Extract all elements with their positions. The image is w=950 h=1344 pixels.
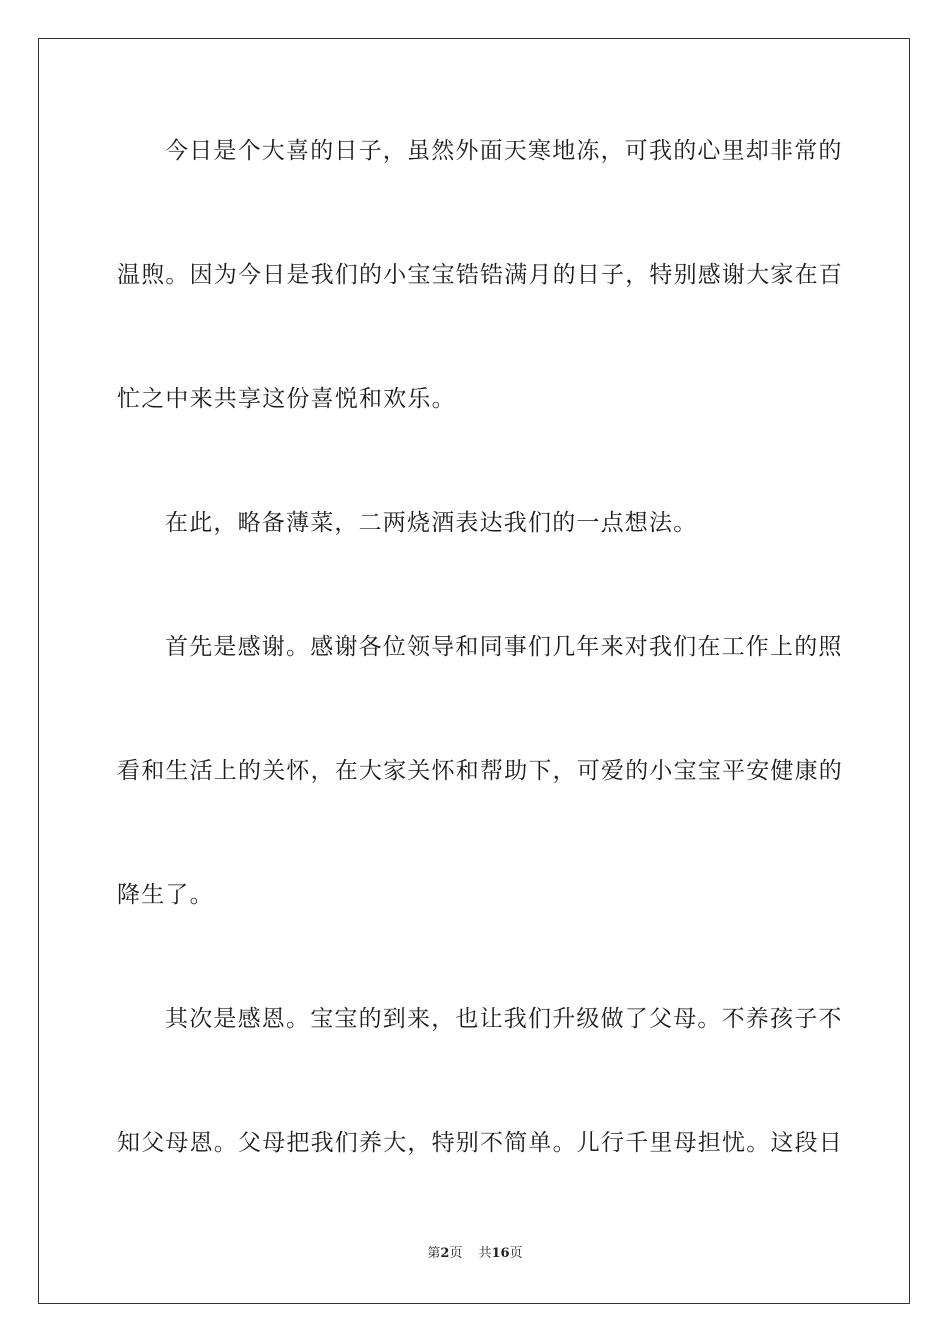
total-pages: 16	[491, 1246, 510, 1261]
paragraph-1-line-2: 温煦。因为今日是我们的小宝宝锆锆满月的日子，特别感谢大家在百	[117, 262, 843, 288]
paragraph-4-line-1: 其次是感恩。宝宝的到来，也让我们升级做了父母。不养孩子不	[165, 1006, 843, 1032]
page-number: 2	[440, 1246, 450, 1261]
page-suffix: 页	[449, 1246, 463, 1261]
total-suffix: 页	[509, 1246, 523, 1261]
paragraph-1-line-3: 忙之中来共享这份喜悦和欢乐。	[117, 386, 456, 412]
paragraph-3-line-3: 降生了。	[117, 882, 214, 908]
paragraph-3-line-1: 首先是感谢。感谢各位领导和同事们几年来对我们在工作上的照	[165, 634, 843, 660]
total-prefix: 共	[478, 1246, 492, 1261]
page-footer	[0, 1245, 950, 1263]
page-border	[38, 38, 910, 1304]
paragraph-3-line-2: 看和生活上的关怀，在大家关怀和帮助下，可爱的小宝宝平安健康的	[117, 758, 843, 784]
paragraph-1-line-1: 今日是个大喜的日子，虽然外面天寒地冻，可我的心里却非常的	[165, 138, 843, 164]
paragraph-2-line-1: 在此，略备薄菜，二两烧酒表达我们的一点想法。	[165, 510, 698, 536]
page-prefix: 第	[427, 1246, 441, 1261]
paragraph-4-line-2: 知父母恩。父母把我们养大，特别不简单。儿行千里母担忧。这段日	[117, 1130, 843, 1156]
